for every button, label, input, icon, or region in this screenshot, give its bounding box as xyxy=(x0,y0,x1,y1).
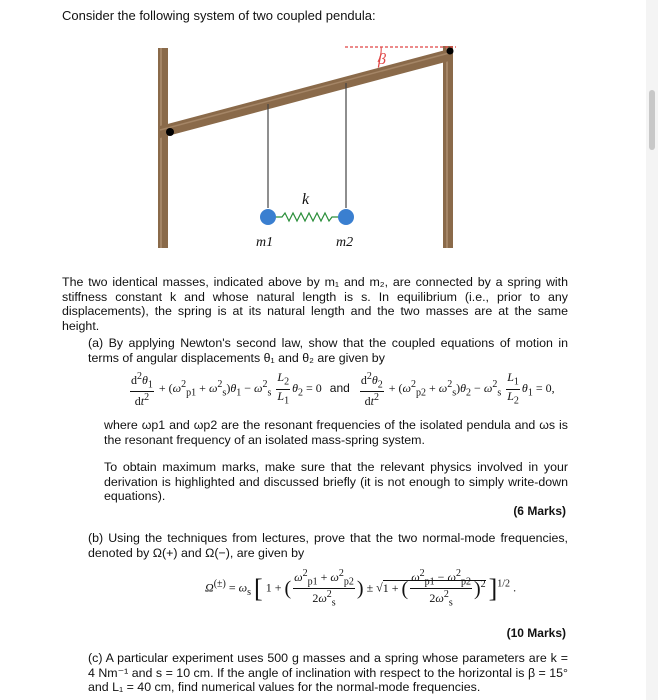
part-b-equation: $\Omega^{(\pm)} = \omega_s$ [ 1 + ( $\frac{\omega^2_{p1} + \omega^2_{p2}}{2\omega^2_s}$ ) ± √1 + ( $\frac{\omega^2_{p1} - \omega^2_{p2}}{2\omega^2_s}$ )$^2$ ]$^{1/2}$ . xyxy=(205,568,517,609)
mass-1 xyxy=(260,209,276,225)
system-description: The two identical masses, indicated above by m₁ and m₂, are connected by a spring with stiffness constant k and whose natural length is s. In equilibrium (i.e., prior to any displacements), the spring is at its natural length and the two masses are at the same height. xyxy=(62,275,568,333)
vertical-scrollbar[interactable] xyxy=(646,0,658,700)
part-a-where: where ωp1 and ωp2 are the resonant frequencies of the isolated pendula and ωs is the resonant frequency of an isolated mass-spring system. xyxy=(104,418,568,447)
mass-label-m1: m1 xyxy=(256,235,274,250)
pivot-right xyxy=(447,48,454,55)
scrollbar-thumb[interactable] xyxy=(649,90,655,150)
part-b-text: (b) Using the techniques from lectures, prove that the two normal-mode frequencies, denoted by Ω(+) and Ω(−), are given by xyxy=(88,531,568,560)
left-post xyxy=(158,48,168,248)
spring xyxy=(274,213,340,221)
pivot-left xyxy=(166,128,174,136)
part-c-text: (c) A particular experiment uses 500 g masses and a spring whose parameters are k = 4 Nm⁻¹ and s = 10 cm. If the angle of inclination with respect to the horizontal is β = 15° and L₁ = 40 cm, find numerical values for the normal-mode frequencies. xyxy=(88,651,568,694)
part-a-equations: $\frac{d^2\theta_1}{dt^2}$ + $(\omega^2_{p1} + \omega^2_s)\theta_1 - \omega^2_s$ $\frac{L_2}{L_1}$ $\theta_2 = 0$ and $\frac{d^2\theta_2}{dt^2}$ + $(\omega^2_{p2} + \omega^2_s)\theta_2 - \omega^2_s$ $\frac{L_1}{L_2}$ $\theta_1 = 0$, xyxy=(131,370,555,409)
intro-text: Consider the following system of two coupled pendula: xyxy=(62,8,376,23)
part-b-marks: (10 Marks) xyxy=(506,626,566,640)
part-a-marks: (6 Marks) xyxy=(513,504,566,518)
inclined-beam xyxy=(160,48,453,138)
spring-label-k: k xyxy=(302,191,310,208)
mass-label-m2: m2 xyxy=(336,235,354,250)
coupled-pendula-figure xyxy=(150,36,480,251)
mass-2 xyxy=(338,209,354,225)
angle-label-beta: β xyxy=(378,51,386,68)
part-a-note: To obtain maximum marks, make sure that the relevant physics involved in your derivation is highlighted and discussed briefly (it is not enough to simply write-down equations). xyxy=(104,460,568,503)
part-a-text: (a) By applying Newton's second law, show that the coupled equations of motion in terms of angular displacements θ₁ and θ₂ are given by xyxy=(88,336,568,365)
